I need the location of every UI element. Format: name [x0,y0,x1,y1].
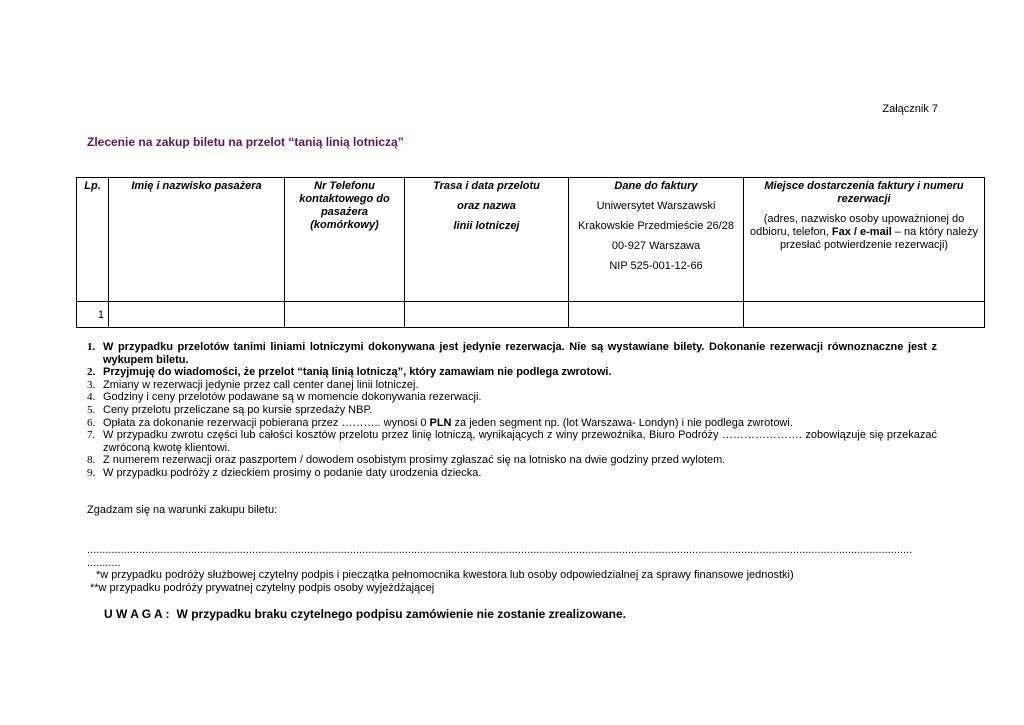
page-title: Zlecenie na zakup biletu na przelot “tanią linią lotniczą” [87,135,404,149]
header-delivery [744,178,985,302]
list-item-text: W przypadku podróży z dzieckiem prosimy o podanie daty urodzenia dziecka. [103,466,482,479]
invoice-line: Uniwersytet Warszawski [596,200,716,212]
list-item-number: 8. [87,454,96,467]
cell-passenger-name [109,302,285,328]
header-invoice [569,178,744,302]
terms-list [87,341,937,480]
delivery-note-line: (adres, nazwisko osoby upoważnionej do [763,213,965,225]
list-item-text: Przyjmuję do wiadomości, że przelot “tanią linią lotniczą”, który zamawiam nie podlega zwrotowi. [103,366,612,379]
cell-route [405,302,569,328]
list-item-number: 4. [87,391,96,404]
delivery-note-line [746,226,982,239]
list-item-text: Ceny przelotu przeliczane są po kursie sprzedaży NBP. [103,403,373,416]
warning-text: W przypadku braku czytelnego podpisu zamówienie nie zostanie zrealizowane. [176,607,626,621]
table-row [77,302,985,328]
list-item [87,417,937,430]
cell-phone [285,302,405,328]
list-item-text: Z numerem rezerwacji oraz paszportem / dowodem osobistym prosimy zgłaszać się na lotnisko na dwie godziny przed wylotem. [103,454,726,467]
list-item [87,429,937,454]
annex-label: Załącznik 7 [882,103,938,115]
delivery-note-line: przesłać potwierdzenie rezerwacji) [779,239,949,251]
invoice-line: Krakowskie Przedmieście 26/28 [578,220,734,232]
cell-lp: 1 [77,302,109,328]
list-item [87,341,937,366]
list-item-number: 5. [87,403,96,416]
header-phone-line: kontaktowego do [299,193,390,205]
warning-label: U W A G A : [104,607,170,621]
list-item [87,366,937,379]
header-route-line: oraz nazwa [457,200,516,212]
header-phone-line: (komórkowy) [310,219,379,231]
list-item [87,391,937,404]
footnote-private-trip: **w przypadku podróży prywatnej czytelny podpis osoby wyjeżdżającej [90,582,435,594]
header-phone-line: Nr Telefonu [314,180,375,192]
list-item [87,467,937,480]
invoice-line: NIP 525-001-12-66 [609,260,703,272]
header-delivery-title-line: Miejsce dostarczenia faktury i numeru [764,180,964,192]
header-passenger-name [109,178,285,302]
header-phone-line: pasażera [320,206,369,218]
currency-label: PLN [429,416,452,429]
warning-notice [104,607,626,621]
list-item [87,379,937,392]
header-invoice-title: Dane do faktury [614,180,698,192]
delivery-note-text: – na który należy [891,226,979,238]
order-table [76,177,985,328]
table-header-row [77,178,985,302]
header-lp-label: Lp. [84,180,101,192]
delivery-note-fax-email: Fax / e-mail [831,226,892,238]
list-item-number: 2. [87,366,96,379]
signature-line-continuation: ........... [87,557,121,569]
list-item-text: Godziny i ceny przelotów podawane są w momencie dokonywania rezerwacji. [103,391,482,404]
header-route-line: linii lotniczej [453,220,520,232]
list-item-number: 9. [87,466,96,479]
list-item-text [103,417,937,430]
header-route-line: Trasa i data przelotu [433,180,540,192]
footnote-business-trip: *w przypadku podróży służbowej czytelny podpis i pieczątka pełnomocnika kwestora lub osoby odpowiedzialnej za sprawy finansowe jednostki) [96,569,794,581]
list-item [87,404,937,417]
agreement-statement: Zgadzam się na warunki zakupu biletu: [87,504,278,516]
header-phone [285,178,405,302]
header-passenger-name-label: Imię i nazwisko pasażera [131,180,262,192]
header-lp [77,178,109,302]
list-item-text: W przypadku zwrotu części lub całości kosztów przelotu przez linię lotniczą, wynikających z winy przewoźnika, Biuro Podróży …………………. zobowiązuje się przekazać zwróconą kwotę klientowi. [103,429,937,454]
list-item-number: 3. [87,378,96,391]
list-item-text-part: za jeden segment np. (lot Warszawa- Londyn) i nie podlega zwrotowi. [451,416,793,429]
signature-line: .............................................................................................................................................................................................................................................................................. [87,544,913,556]
header-delivery-title-line: rezerwacji [837,193,891,205]
list-item-text-part: Opłata za dokonanie rezerwacji pobierana przez ……….. wynosi 0 [103,416,430,429]
invoice-line: 00-927 Warszawa [611,240,701,252]
list-item-number: 6. [87,416,96,429]
list-item-number: 7. [87,429,96,442]
header-route [405,178,569,302]
list-item-text: Zmiany w rezerwacji jedynie przez call center danej linii lotniczej. [103,378,419,391]
list-item-text: W przypadku przelotów tanimi liniami lotniczymi dokonywana jest jedynie rezerwacja. Nie są wystawiane bilety. Dokonanie rezerwacji równoznaczne jest z wykupem biletu. [103,341,937,366]
cell-delivery [744,302,985,328]
cell-invoice [569,302,744,328]
delivery-note-text: odbioru, telefon, [749,226,832,238]
list-item [87,454,937,467]
list-item-number: 1. [87,341,96,353]
